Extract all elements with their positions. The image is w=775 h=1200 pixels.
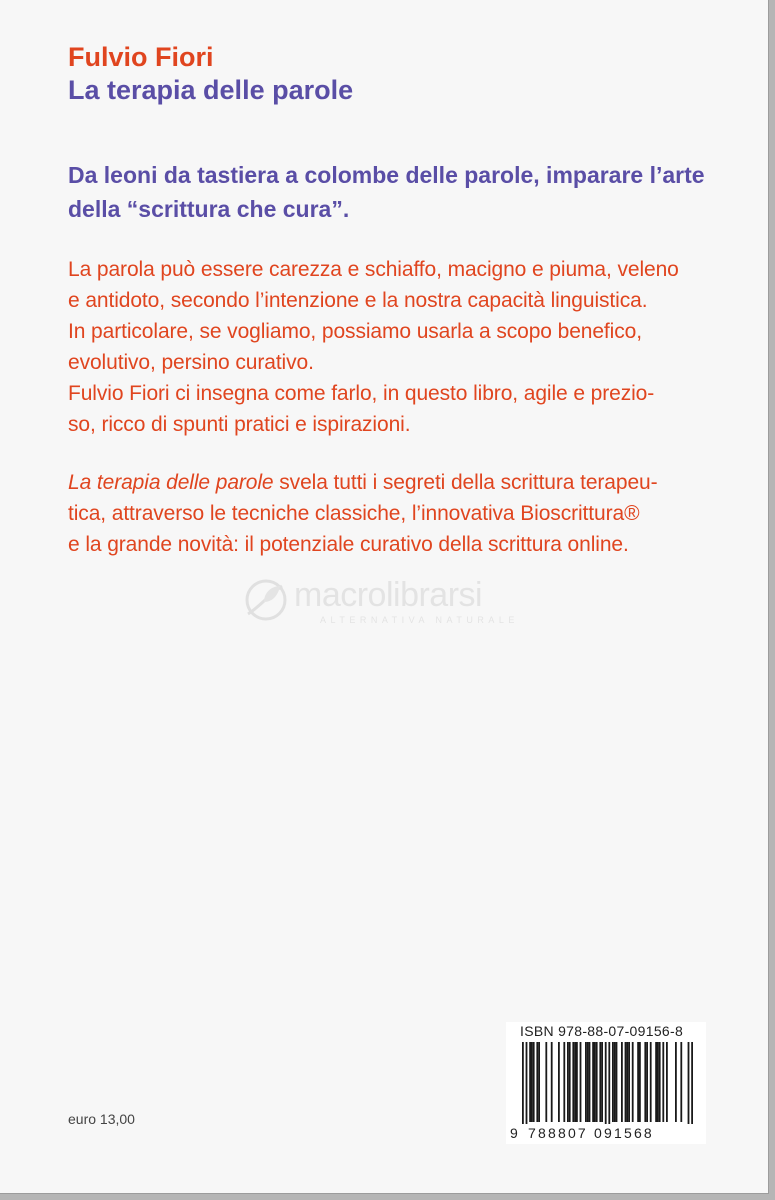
barcode-bar: [650, 1042, 652, 1122]
watermark: [238, 572, 548, 632]
barcode-bar: [576, 1042, 578, 1122]
barcode-bar: [594, 1042, 596, 1122]
barcode-bar: [569, 1042, 571, 1122]
description-paragraph: [68, 467, 758, 560]
barcode-bar: [632, 1042, 634, 1122]
text-line: e antidoto, secondo l’intenzione e la nostra capacità linguistica.: [68, 289, 648, 312]
isbn-label: ISBN 978-88-07-09156-8: [520, 1023, 684, 1039]
barcode-bar: [614, 1042, 616, 1122]
text-line: Fulvio Fiori ci insegna come farlo, in questo libro, agile e prezio-: [68, 382, 655, 405]
tagline: [68, 158, 748, 226]
barcode-bar: [563, 1042, 565, 1122]
barcode-bar: [655, 1042, 657, 1122]
barcode-bar: [639, 1042, 641, 1122]
barcode-bar: [551, 1042, 553, 1122]
barcode-bar: [628, 1042, 630, 1122]
tagline-line: della “scrittura che cura”.: [68, 196, 350, 222]
text-line: e la grande novità: il potenziale curativo della scrittura online.: [68, 533, 629, 556]
barcode-bar: [612, 1042, 614, 1122]
barcode-bar: [625, 1042, 627, 1122]
barcode-bar: [522, 1042, 524, 1124]
barcode-bar: [616, 1042, 618, 1122]
barcode-bar: [659, 1042, 661, 1122]
barcode-bar: [545, 1042, 547, 1122]
barcode-bar: [536, 1042, 538, 1122]
barcode-bar: [526, 1042, 528, 1124]
barcode-bar: [601, 1042, 603, 1122]
barcode-bar: [626, 1042, 628, 1122]
barcode-bar: [646, 1042, 648, 1122]
author-name: Fulvio Fiori: [68, 42, 214, 72]
barcode-panel: [506, 1022, 706, 1144]
text-line: evolutivo, persino curativo.: [68, 351, 314, 374]
barcode-bar: [688, 1042, 690, 1124]
barcode-bar: [675, 1042, 677, 1122]
price: euro 13,00: [68, 1111, 135, 1127]
barcode-bar: [587, 1042, 589, 1122]
barcode-bar: [621, 1042, 623, 1122]
barcode-bar: [637, 1042, 639, 1122]
barcode-bar: [666, 1042, 668, 1122]
barcode-bar: [574, 1042, 576, 1122]
barcode-bar: [592, 1042, 594, 1122]
barcode-bar: [531, 1042, 533, 1122]
leaf-logo-icon: [242, 578, 290, 622]
text-line: tica, attraverso le tecniche classiche, l’innovativa Bioscrittura®: [68, 502, 640, 525]
barcode-bar: [596, 1042, 598, 1122]
barcode-bar: [585, 1042, 587, 1122]
barcode-bar: [608, 1042, 610, 1124]
text-line: so, ricco di spunti pratici e ispirazioni.: [68, 413, 411, 436]
barcode-bar: [538, 1042, 540, 1122]
barcode: [506, 1042, 706, 1124]
italic-book-title: La terapia delle parole: [68, 471, 274, 494]
barcode-bar: [580, 1042, 582, 1122]
barcode-bar: [680, 1042, 682, 1122]
description-paragraph: [68, 254, 758, 440]
book-title: La terapia delle parole: [68, 75, 354, 105]
barcode-first-digit: 9: [510, 1125, 518, 1141]
barcode-digits: 788807 091568: [528, 1125, 654, 1141]
barcode-bar: [533, 1042, 535, 1122]
barcode-bar: [662, 1042, 664, 1122]
barcode-bar: [589, 1042, 591, 1122]
barcode-bar: [605, 1042, 607, 1124]
barcode-bar: [572, 1042, 574, 1122]
text-line: [68, 467, 758, 498]
tagline-line: Da leoni da tastiera a colombe delle parole, imparare l’arte: [68, 162, 705, 188]
barcode-bar: [644, 1042, 646, 1122]
barcode-bar: [558, 1042, 560, 1122]
watermark-subtitle: ALTERNATIVA NATURALE: [320, 615, 519, 625]
text-line: La parola può essere carezza e schiaffo, macigno e piuma, veleno: [68, 258, 679, 281]
text-line: In particolare, se vogliamo, possiamo usarla a scopo benefico,: [68, 320, 642, 343]
text-fragment: svela tutti i segreti della scrittura terapeu-: [273, 471, 658, 494]
barcode-bar: [567, 1042, 569, 1122]
barcode-bar: [691, 1042, 693, 1124]
barcode-bar: [529, 1042, 531, 1122]
barcode-bar: [657, 1042, 659, 1122]
watermark-brand: macrolibrarsi: [294, 576, 483, 614]
barcode-bar: [599, 1042, 601, 1122]
